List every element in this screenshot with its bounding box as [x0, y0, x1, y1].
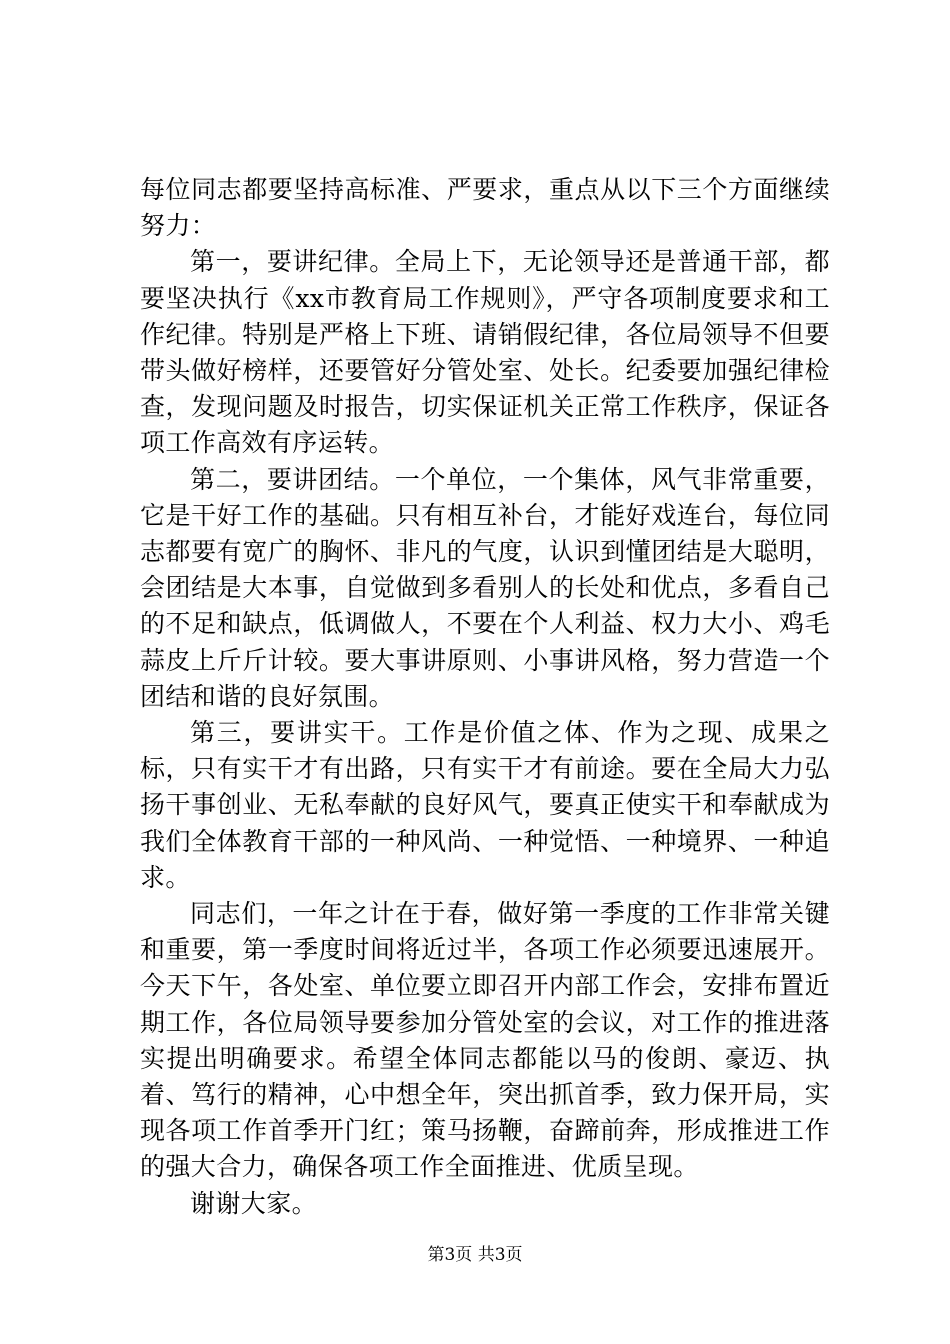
paragraph-intro: 每位同志都要坚持高标准、严要求，重点从以下三个方面继续努力：: [140, 175, 830, 241]
page-number-footer: 第3页 共3页: [427, 1245, 523, 1265]
document-body: [140, 172, 830, 1222]
paragraph-unity: 第二，要讲团结。一个单位，一个集体，风气非常重要，它是干好工作的基础。只有相互补台，才能好戏连台，每位同志都要有宽广的胸怀、非凡的气度，认识到懂团结是大聪明，会团结是大本事，自觉做到多看别人的长处和优点，多看自己的不足和缺点，低调做人，不要在个人利益、权力大小、鸡毛蒜皮上斤斤计较。要大事讲原则、小事讲风格，努力营造一个团结和谐的良好氛围。: [140, 464, 830, 711]
paragraph-discipline: 第一，要讲纪律。全局上下，无论领导还是普通干部，都要坚决执行《xx市教育局工作规则》，严守各项制度要求和工作纪律。特别是严格上下班、请销假纪律，各位局领导不但要带头做好榜样，还要管好分管处室、处长。纪委要加强纪律检查，发现问题及时报告，切实保证机关正常工作秩序，保证各项工作高效有序运转。: [140, 247, 830, 458]
paragraph-thanks: 谢谢大家。: [190, 1188, 318, 1218]
paragraph-closing: 同志们，一年之计在于春，做好第一季度的工作非常关键和重要，第一季度时间将近过半，各项工作必须要迅速展开。今天下午，各处室、单位要立即召开内部工作会，安排布置近期工作，各位局领导要参加分管处室的会议，对工作的推进落实提出明确要求。希望全体同志都能以马的俊朗、豪迈、执着、笃行的精神，心中想全年，突出抓首季，致力保开局，实现各项工作首季开门红；策马扬鞭，奋蹄前奔，形成推进工作的强大合力，确保各项工作全面推进、优质呈现。: [140, 899, 830, 1182]
paragraph-hard-work: 第三，要讲实干。工作是价值之体、作为之现、成果之标，只有实干才有出路，只有实干才有前途。要在全局大力弘扬干事创业、无私奉献的良好风气，要真正使实干和奉献成为我们全体教育干部的一种风尚、一种觉悟、一种境界、一种追求。: [140, 718, 830, 892]
